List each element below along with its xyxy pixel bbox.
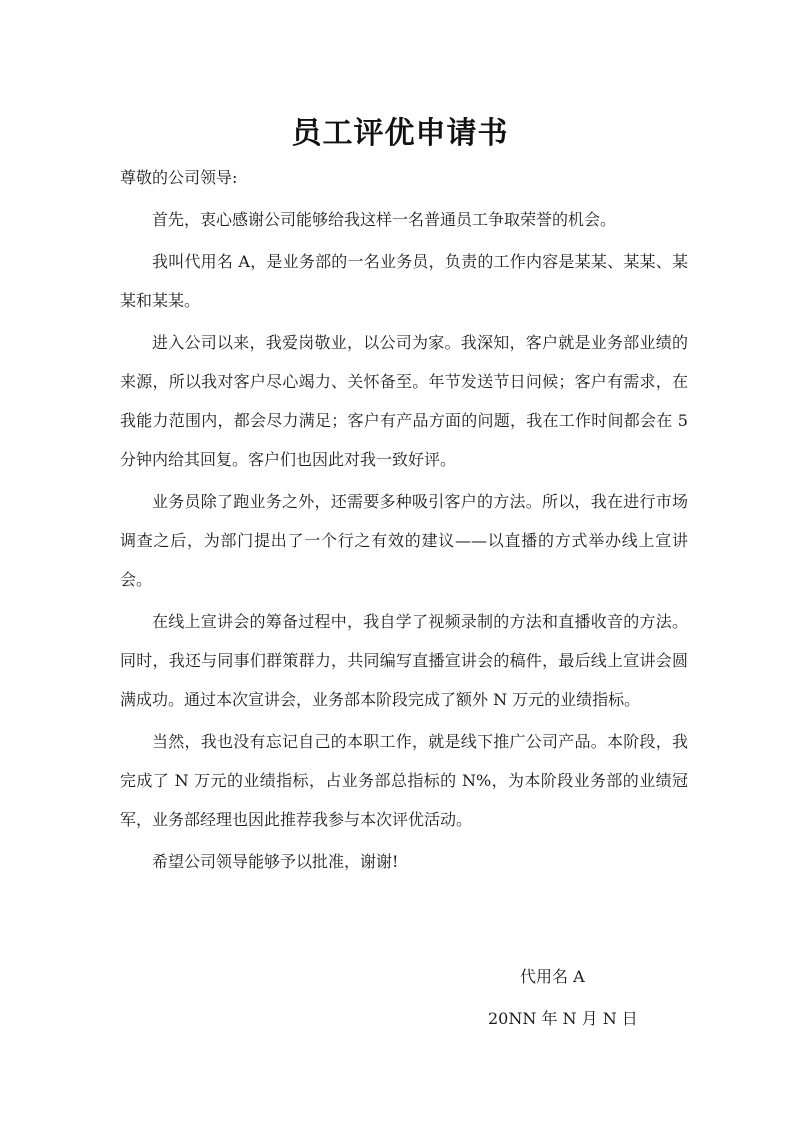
paragraph-closing: 希望公司领导能够予以批准，谢谢! <box>152 852 399 871</box>
paragraph-introduction: 我叫代用名 A，是业务部的一名业务员，负责的工作内容是某某、某某、某某和某某。 <box>120 252 688 310</box>
document-body <box>120 158 688 884</box>
document-title: 员工评优申请书 <box>291 116 509 151</box>
paragraph-performance: 当然，我也没有忘记自己的本职工作，就是线下推广公司产品。本阶段，我完成了 N 万元的业绩指标，占业务部总指标的 N%，为本阶段业务部的业绩冠军，业务部经理也因此推荐我参与本次评优活动。 <box>120 732 688 829</box>
salutation: 尊敬的公司领导: <box>120 168 238 187</box>
paragraph-customer-service: 进入公司以来，我爱岗敬业，以公司为家。我深知，客户就是业务部业绩的来源，所以我对客户尽心竭力、关怀备至。年节发送节日问候；客户有需求，在我能力范围内，都会尽力满足；客户有产品方面的问题，我在工作时间都会在 5 分钟内给其回复。客户们也因此对我一致好评。 <box>120 333 688 469</box>
paragraph-gratitude: 首先，衷心感谢公司能够给我这样一名普通员工争取荣誉的机会。 <box>152 210 617 229</box>
paragraph-livestream: 在线上宣讲会的筹备过程中，我自学了视频录制的方法和直播收音的方法。同时，我还与同事们群策群力，共同编写直播宣讲会的稿件，最后线上宣讲会圆满成功。通过本次宣讲会，业务部本阶段完成了额外 N 万元的业绩指标。 <box>120 612 688 709</box>
signature-date: 20NN 年 N 月 N 日 <box>488 1009 638 1028</box>
paragraph-proposal: 业务员除了跑业务之外，还需要多种吸引客户的方法。所以，我在进行市场调查之后，为部门提出了一个行之有效的建议——以直播的方式举办线上宣讲会。 <box>120 492 688 589</box>
signature-name: 代用名 A <box>520 967 585 986</box>
